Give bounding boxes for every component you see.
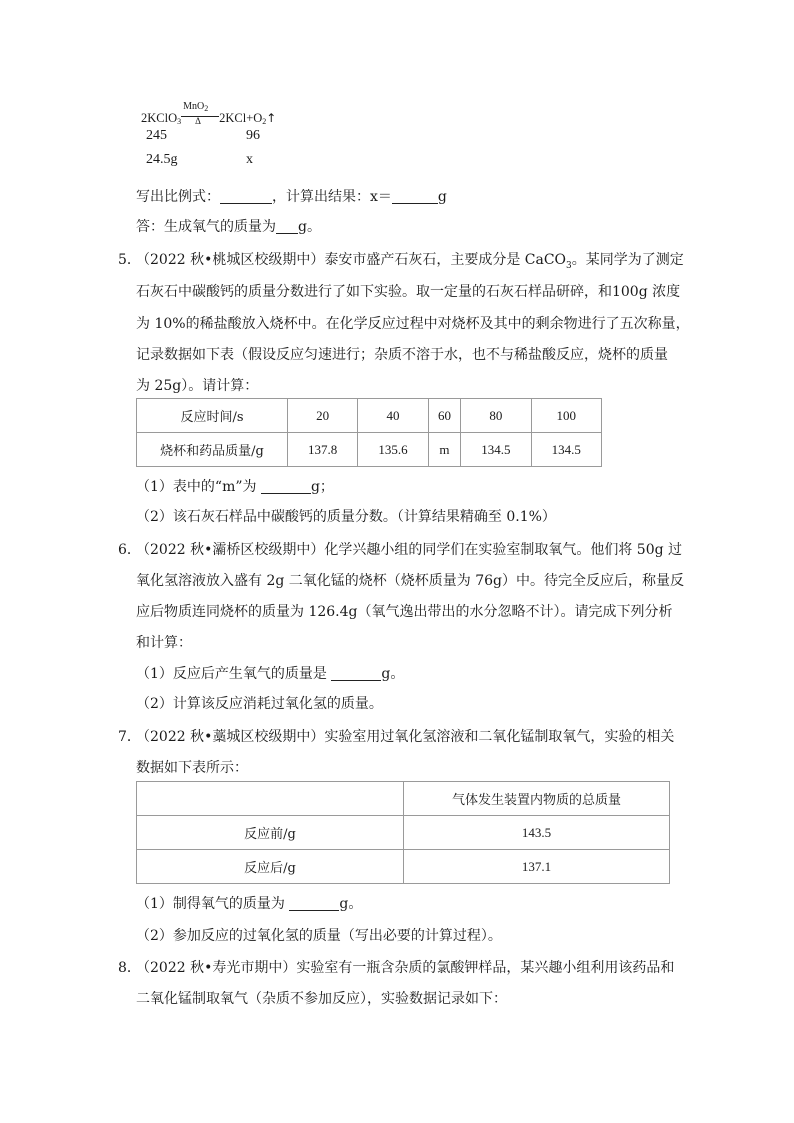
q5-line-3: 为 10%的稀盐酸放入烧杯中。在化学反应过程中对烧杯及其中的剩余物进行了五次称量， <box>136 316 690 332</box>
mass-ratio-left: 245 <box>146 128 167 143</box>
q6-sub-2: （2）计算该反应消耗过氧化氢的质量。 <box>136 696 383 712</box>
q5-answer-blank[interactable] <box>261 479 311 494</box>
equation-reactant: 2KClO$_3$ <box>141 111 182 126</box>
q5-number: 5． <box>118 252 141 268</box>
table-cell: 反应后/g <box>137 850 404 884</box>
q5-sub-1: （1）表中的“m”为 g； <box>136 479 334 495</box>
table-cell: 80 <box>461 399 531 433</box>
q7-line-2: 数据如下表所示： <box>136 760 248 776</box>
table-row <box>137 433 602 467</box>
ratio-line: 写出比例式： ，计算出结果：x＝ g <box>136 189 447 205</box>
q6-sub-1: （1）反应后产生氧气的质量是 g。 <box>136 666 405 682</box>
table-header-cell: 气体发生装置内物质的总质量 <box>404 782 670 816</box>
q7-sub-2: （2）参加反应的过氧化氢的质量（写出必要的计算过程）。 <box>136 928 502 944</box>
answer-blank[interactable] <box>276 219 298 234</box>
table-cell: 135.6 <box>358 433 428 467</box>
table-row <box>137 782 670 816</box>
table-cell: 40 <box>358 399 428 433</box>
q6-line-2: 氧化氢溶液放入盛有 2g 二氧化锰的烧杯（烧杯质量为 76g）中。待完全反应后，称量反 <box>136 573 684 589</box>
table-row <box>137 850 670 884</box>
q7-answer-blank[interactable] <box>289 896 339 911</box>
table-cell: 20 <box>288 399 358 433</box>
given-mass-right: x <box>246 152 253 167</box>
q5-line-4: 记录数据如下表（假设反应匀速进行；杂质不溶于水，也不与稀盐酸反应，烧杯的质量 <box>136 347 668 363</box>
chemical-equation <box>141 101 277 126</box>
q7-number: 7． <box>118 729 141 745</box>
equation-products: $2KCl+O_2$ <box>219 111 267 126</box>
gas-arrow-icon: ↑ <box>266 111 277 125</box>
q8-line-1: （2022 秋•寿光市期中）实验室有一瓶含杂质的氯酸钾样品，某兴趣小组利用该药品和 <box>136 960 675 976</box>
table-cell: 134.5 <box>461 433 531 467</box>
q5-sub-2: （2）该石灰石样品中碳酸钙的质量分数。（计算结果精确至 0.1%） <box>136 509 556 525</box>
q6-line-1: （2022 秋•灞桥区校级期中）化学兴趣小组的同学们在实验室制取氧气。他们将 50g 过 <box>136 542 683 558</box>
q5-line-2: 石灰石中碳酸钙的质量分数进行了如下实验。取一定量的石灰石样品研碎，和100g 浓度 <box>136 284 681 300</box>
table-cell: 137.8 <box>288 433 358 467</box>
table-header-cell <box>137 782 404 816</box>
q7-sub-1: （1）制得氧气的质量为 g。 <box>136 896 363 912</box>
table-cell: 反应前/g <box>137 816 404 850</box>
given-mass-left: 24.5g <box>146 152 178 167</box>
table-cell: 100 <box>531 399 601 433</box>
table-header-cell: 反应时间/s <box>137 399 288 433</box>
mass-ratio-right: 96 <box>246 128 260 143</box>
q6-line-3: 应后物质连同烧杯的质量为 126.4g（氧气逸出带出的水分忽略不计）。请完成下列分析 <box>136 604 673 620</box>
q8-line-2: 二氧化锰制取氧气（杂质不参加反应），实验数据记录如下： <box>136 991 507 1007</box>
table-row <box>137 816 670 850</box>
q7-data-table <box>136 781 670 884</box>
table-cell: 137.1 <box>404 850 670 884</box>
q5-line-1: （2022 秋•桃城区校级期中）泰安市盛产石灰石，主要成分是 CaCO$_3$。某同学为了测定 <box>136 252 684 271</box>
q6-answer-blank[interactable] <box>331 666 381 681</box>
q8-number: 8． <box>118 960 141 976</box>
q5-data-table <box>136 398 602 467</box>
table-cell: m <box>428 433 461 467</box>
q6-line-4: 和计算： <box>136 635 192 651</box>
reaction-condition: MnO$_2$ Δ <box>181 110 219 124</box>
q5-line-5: 为 25g）。请计算： <box>136 378 259 394</box>
result-blank[interactable] <box>392 189 438 204</box>
table-row <box>137 399 602 433</box>
ratio-blank[interactable] <box>220 189 272 204</box>
q6-number: 6． <box>118 542 141 558</box>
table-cell: 60 <box>428 399 461 433</box>
table-header-cell: 烧杯和药品质量/g <box>137 433 288 467</box>
q7-line-1: （2022 秋•藁城区校级期中）实验室用过氧化氢溶液和二氧化锰制取氧气，实验的相关 <box>136 729 675 745</box>
table-cell: 134.5 <box>531 433 601 467</box>
answer-line: 答：生成氧气的质量为 g。 <box>136 219 321 235</box>
table-cell: 143.5 <box>404 816 670 850</box>
